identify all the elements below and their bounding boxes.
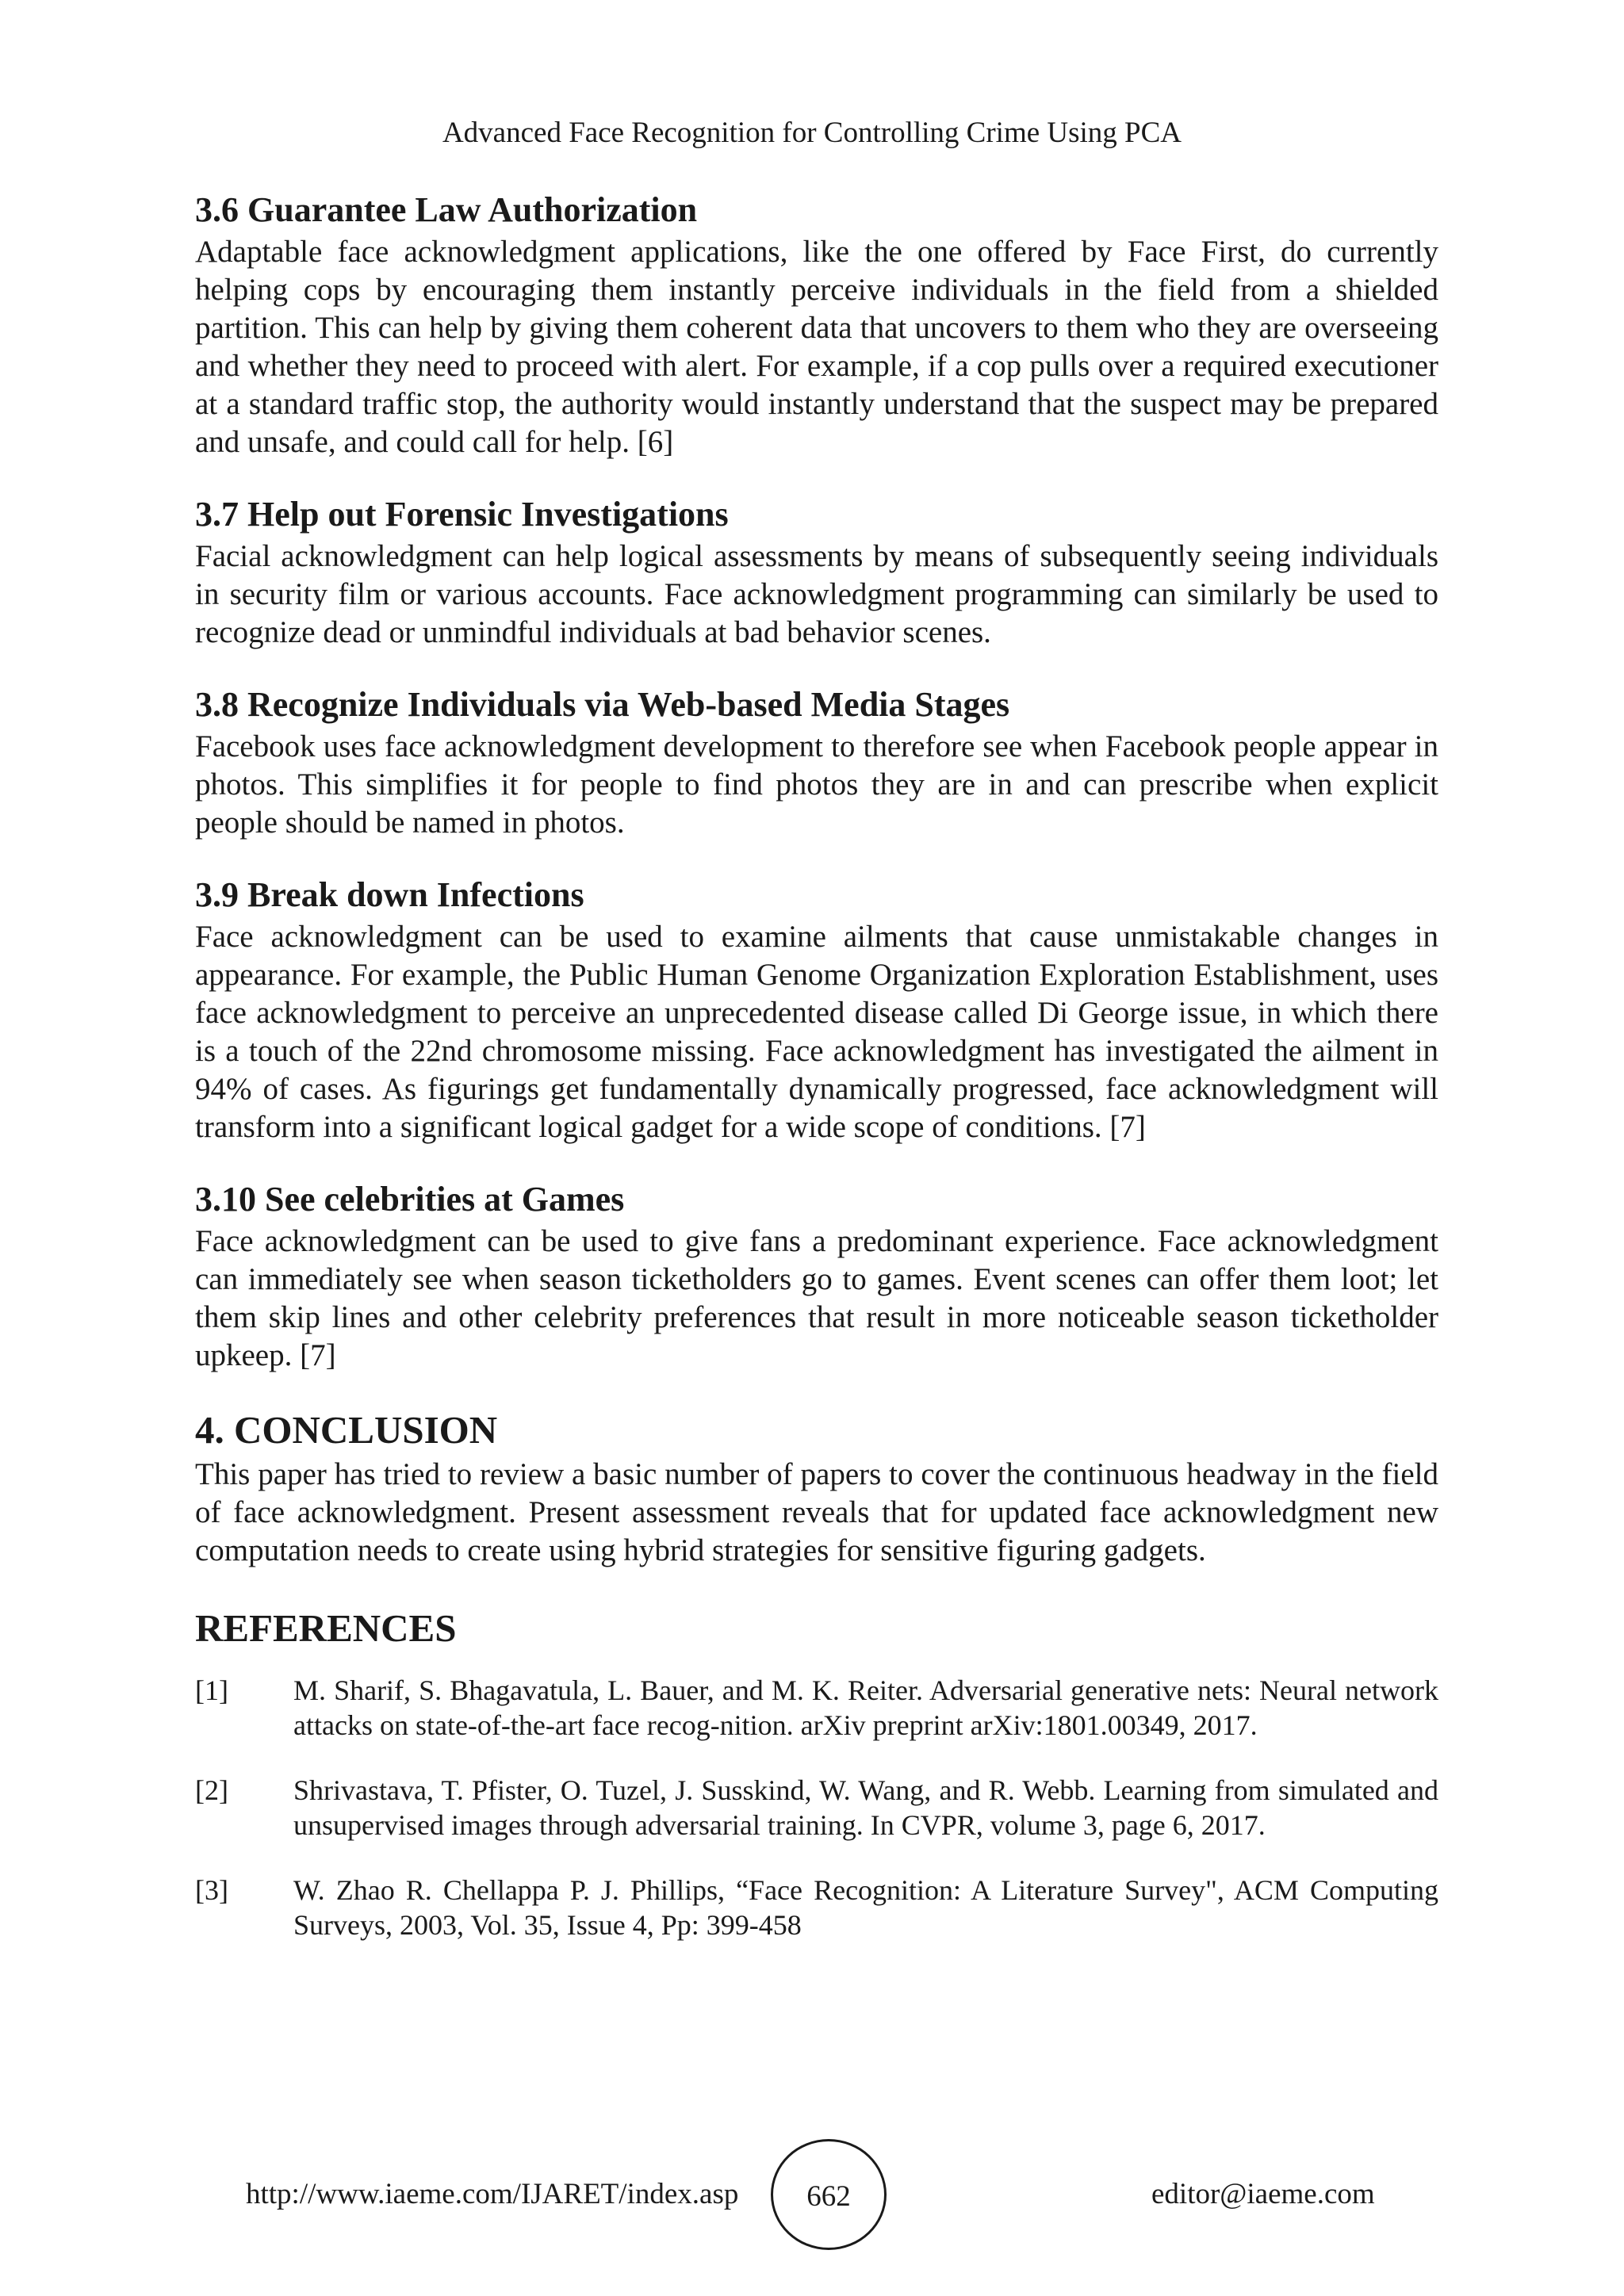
page-content	[195, 189, 1438, 1973]
reference-text: M. Sharif, S. Bhagavatula, L. Bauer, and M. K. Reiter. Adversarial generative nets: Neural network attacks on state-of-the-art face recog-nition. arXiv preprint arXiv:1801.00349, 2017.	[293, 1674, 1438, 1741]
section-paragraph: Adaptable face acknowledgment applications, like the one offered by Face First, do currently helping cops by encouraging them instantly perceive individuals in the field from a shielded partition. This can help by giving them coherent data that uncovers to them who they are overseeing and whether they need to proceed with alert. For example, if a cop pulls over a required executioner at a standard traffic stop, the authority would instantly understand that the suspect may be prepared and unsafe, and could call for help. [6]	[195, 235, 1438, 459]
page-number-circle	[771, 2139, 887, 2250]
section-3-6	[195, 189, 1438, 461]
footer-email-link[interactable]: editor@iaeme.com	[1151, 2178, 1375, 2210]
section-paragraph: Face acknowledgment can be used to examine ailments that cause unmistakable changes in appearance. For example, the Public Human Genome Organization Exploration Establishment, uses face acknowledgment to perceive an unprecedented disease called Di George issue, in which there is a touch of the 22nd chromosome missing. Face acknowledgment has investigated the ailment in 94% of cases. As figurings get fundamentally dynamically progressed, face acknowledgment will transform into a significant logical gadget for a wide scope of conditions. [7]	[195, 920, 1438, 1144]
section-paragraph: Facebook uses face acknowledgment development to therefore see when Facebook people appear in photos. This simplifies it for people to find photos they are in and can prescribe when explicit people should be named in photos.	[195, 729, 1438, 840]
page-number: 662	[806, 2180, 851, 2213]
conclusion-heading: 4. CONCLUSION	[195, 1408, 498, 1452]
section-heading: 3.10 See celebrities at Games	[195, 1180, 625, 1219]
section-heading: 3.9 Break down Infections	[195, 875, 584, 914]
reference-item	[195, 1673, 1438, 1743]
section-heading: 3.7 Help out Forensic Investigations	[195, 495, 729, 534]
section-paragraph: Face acknowledgment can be used to give fans a predominant experience. Face acknowledgment can immediately see when season ticketholders go to games. Event scenes can offer them loot; let them skip lines and other celebrity preferences that result in more noticeable season ticketholder upkeep. [7]	[195, 1224, 1438, 1372]
running-header: Advanced Face Recognition for Controlling Crime Using PCA	[442, 117, 1182, 149]
conclusion-paragraph: This paper has tried to review a basic number of papers to cover the continuous headway in the field of face acknowledgment. Present assessment reveals that for updated face acknowledgment new computation needs to create using hybrid strategies for sensitive figuring gadgets.	[195, 1457, 1438, 1567]
section-3-10	[195, 1178, 1438, 1375]
conclusion-section	[195, 1406, 1438, 1570]
reference-item	[195, 1873, 1438, 1942]
reference-item	[195, 1773, 1438, 1843]
reference-number: [3]	[195, 1874, 228, 1906]
section-heading: 3.6 Guarantee Law Authorization	[195, 190, 698, 229]
section-paragraph: Facial acknowledgment can help logical assessments by means of subsequently seeing individuals in security film or various accounts. Face acknowledgment programming can similarly be used to recognize dead or unmindful individuals at bad behavior scenes.	[195, 539, 1438, 649]
reference-number: [2]	[195, 1774, 228, 1806]
reference-number: [1]	[195, 1674, 228, 1706]
footer-url-link[interactable]: http://www.iaeme.com/IJARET/index.asp	[246, 2178, 739, 2210]
section-heading: 3.8 Recognize Individuals via Web-based Media Stages	[195, 685, 1010, 724]
section-3-7	[195, 493, 1438, 652]
reference-text: Shrivastava, T. Pfister, O. Tuzel, J. Susskind, W. Wang, and R. Webb. Learning from simulated and unsupervised images through adversarial training. In CVPR, volume 3, page 6, 2017.	[293, 1774, 1438, 1841]
references-list	[195, 1673, 1438, 1942]
section-3-8	[195, 683, 1438, 842]
page-footer	[0, 2139, 1624, 2250]
references-heading: REFERENCES	[195, 1606, 457, 1650]
section-3-9	[195, 874, 1438, 1146]
reference-text: W. Zhao R. Chellappa P. J. Phillips, “Face Recognition: A Literature Survey", ACM Computing Surveys, 2003, Vol. 35, Issue 4, Pp: 399-458	[293, 1874, 1438, 1941]
